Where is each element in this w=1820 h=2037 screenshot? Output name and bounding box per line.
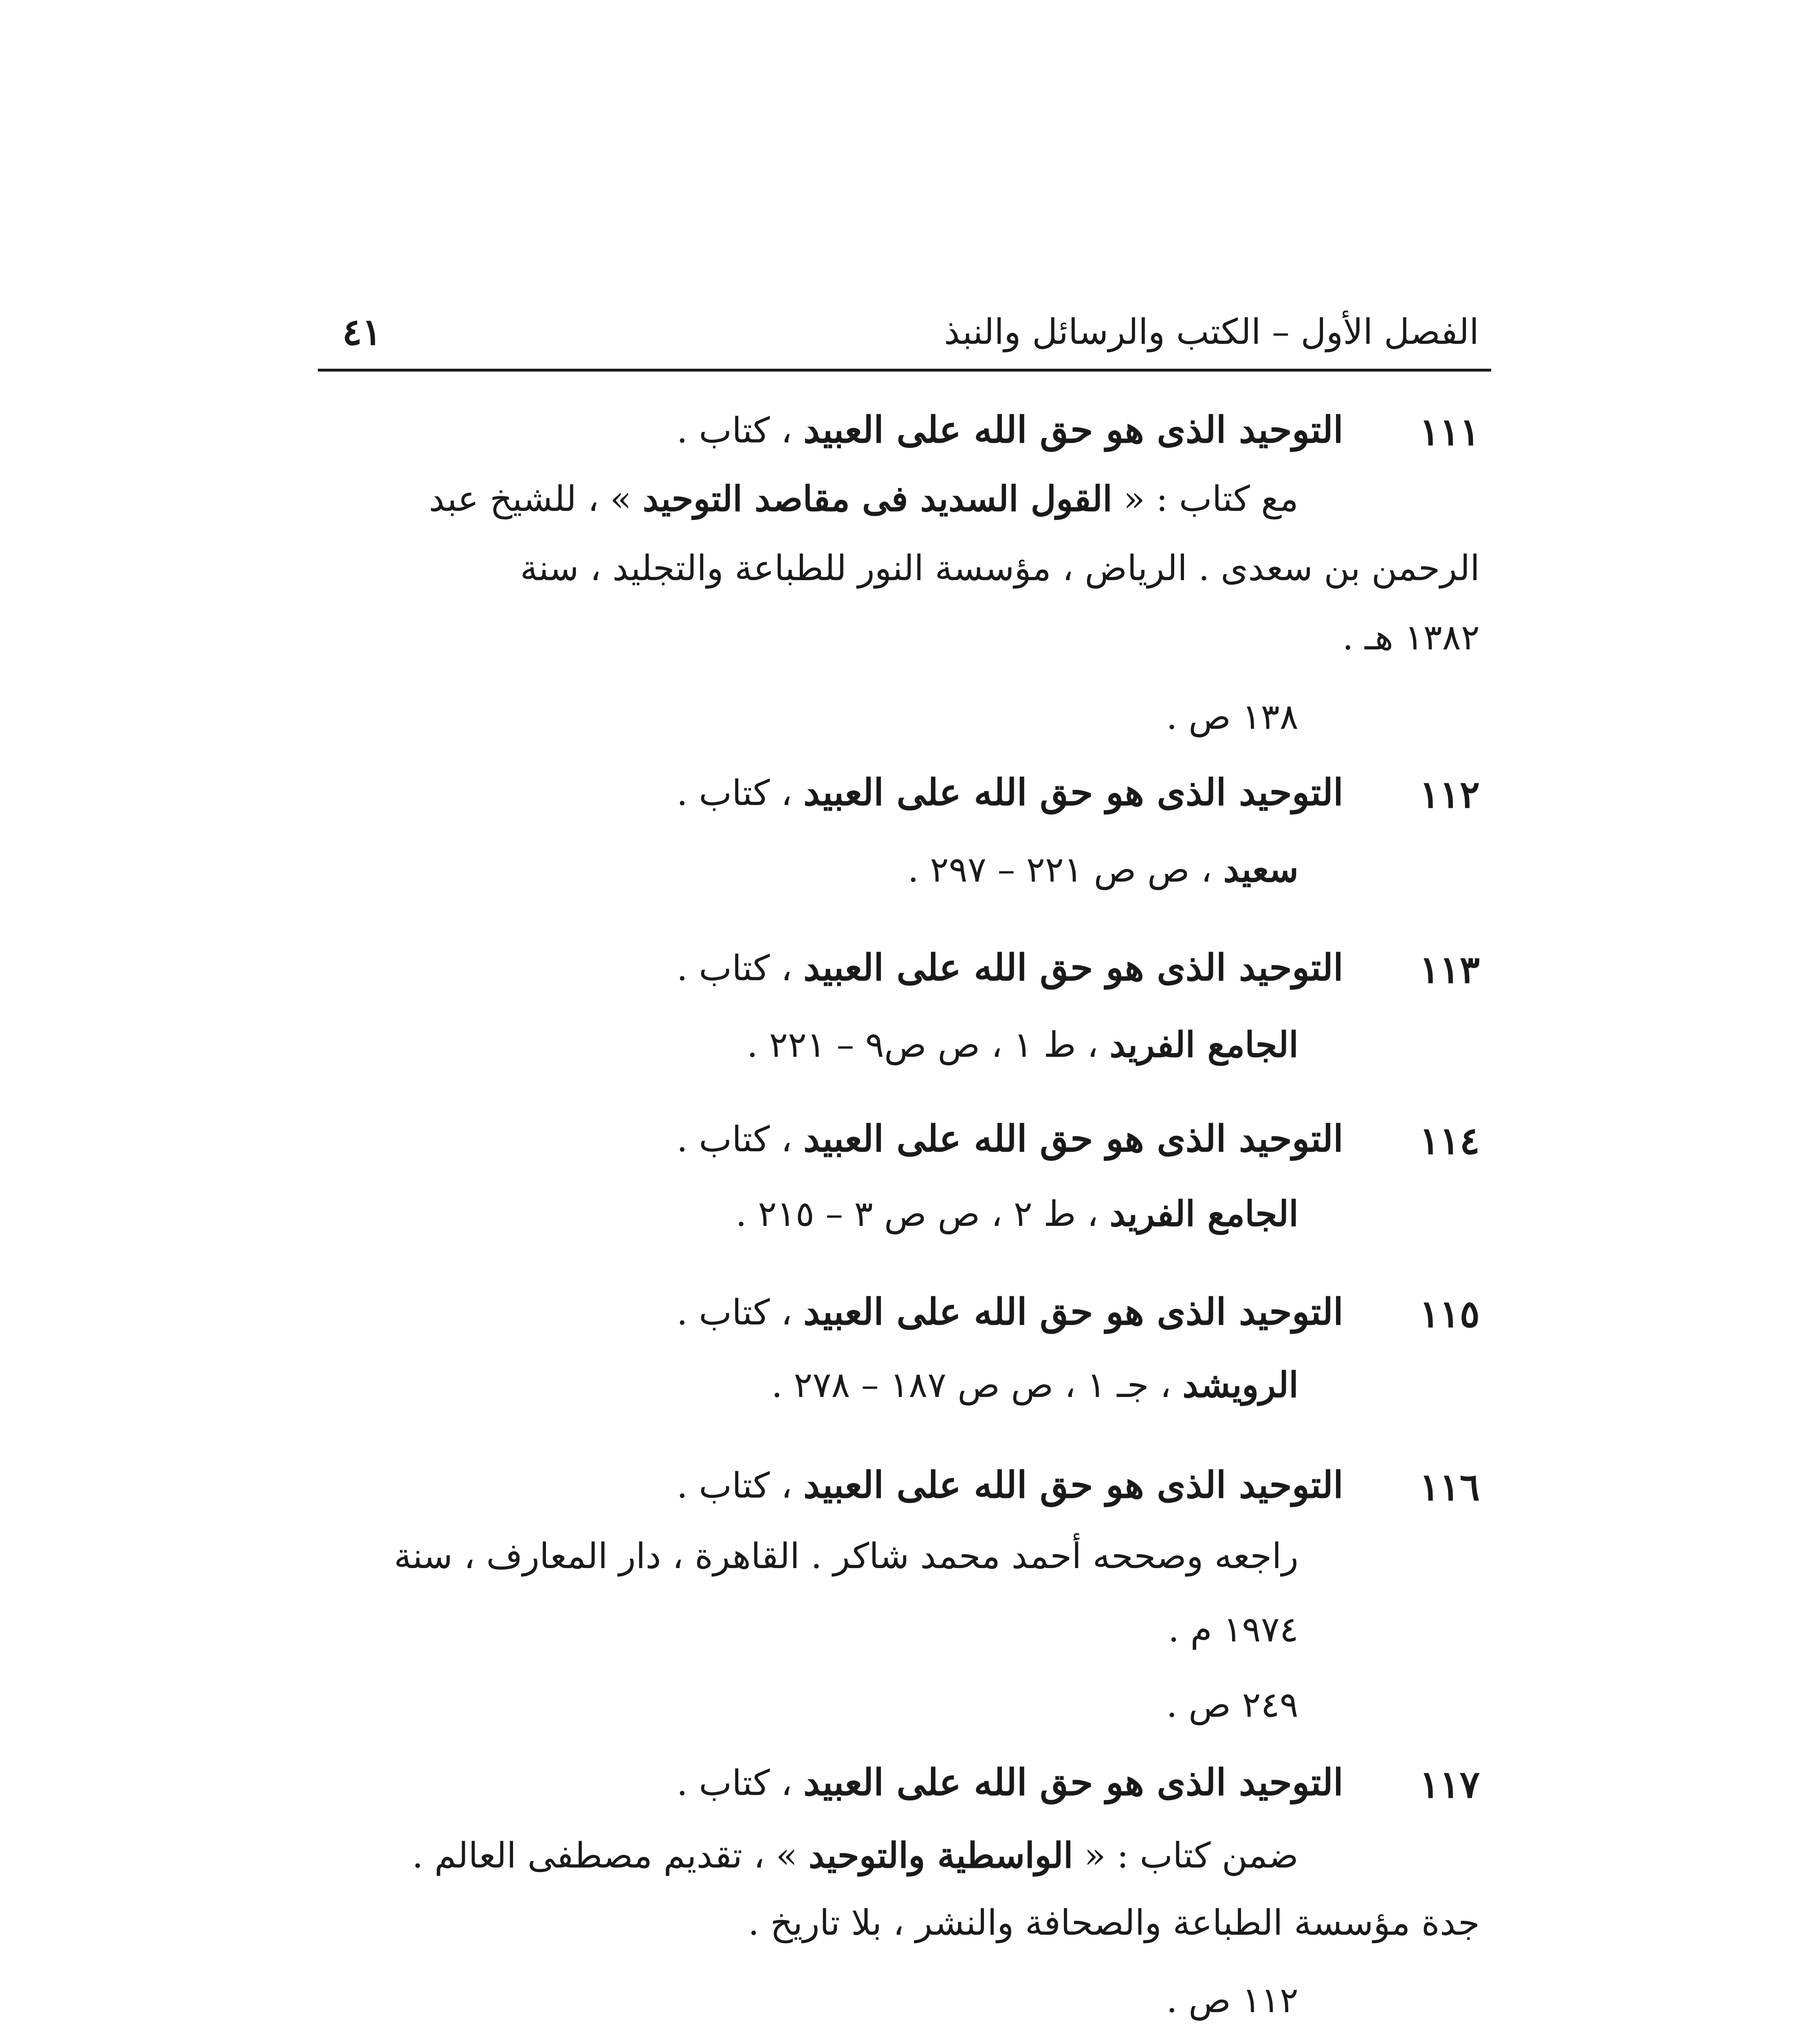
entry-title: التوحيد الذى هو حق الله على العبيد	[803, 771, 1343, 814]
note-text: ، جـ ١ ، ص ص ١٨٧ – ٢٧٨ .	[771, 1365, 1183, 1406]
note-text: ، ط ٢ ، ص ص ٣ – ٢١٥ .	[735, 1194, 1110, 1234]
note-text: » ، تقديم مصطفى العالم .	[412, 1835, 809, 1876]
entry-note-line: جدة مؤسسة الطباعة والصحافة والنشر ، بلا تاريخ .	[748, 1903, 1480, 1943]
entry-note-line: ١٣٨٢ هـ .	[1342, 617, 1480, 658]
entry-title-line	[677, 1287, 1343, 1337]
entry-number: ١١٥	[1419, 1292, 1480, 1336]
entry-title: التوحيد الذى هو حق الله على العبيد	[803, 1290, 1343, 1333]
entry-number: ١١٤	[1419, 1119, 1480, 1163]
entry-title-line	[677, 943, 1343, 993]
entry-title-suffix: ، كتاب .	[676, 1465, 792, 1506]
entry-note-line	[771, 1361, 1298, 1410]
entry-title-suffix: ، كتاب .	[676, 410, 792, 451]
entry-title-line	[677, 1758, 1343, 1808]
entry-number: ١١٦	[1419, 1465, 1480, 1509]
entry-note-line: راجعه وصححه أحمد محمد شاكر . القاهرة ، دار المعارف ، سنة	[394, 1536, 1298, 1577]
entry-pages-line: ٢٤٩ ص .	[1166, 1685, 1298, 1725]
note-text: ، ط ١ ، ص ص٩ – ٢٢١ .	[746, 1025, 1110, 1065]
entry-number: ١١٧	[1419, 1762, 1480, 1806]
note-bold-title: الرويشد	[1182, 1364, 1298, 1406]
page-number: ٤١	[342, 310, 382, 354]
entry-note-line	[412, 1831, 1298, 1880]
entry-title-line	[677, 768, 1343, 818]
entry-title: التوحيد الذى هو حق الله على العبيد	[803, 1117, 1343, 1160]
running-title: الفصل الأول – الكتب والرسائل والنبذ	[944, 312, 1479, 352]
entry-pages-line: ١١٢ ص .	[1166, 1980, 1298, 2021]
note-bold-title: الواسطية والتوحيد	[808, 1835, 1073, 1876]
entry-title: التوحيد الذى هو حق الله على العبيد	[803, 1463, 1343, 1507]
entry-number: ١١١	[1419, 410, 1480, 454]
entry-title-suffix: ، كتاب .	[676, 948, 792, 989]
entry-title-line	[677, 405, 1343, 455]
entry-title-suffix: ، كتاب .	[676, 1119, 792, 1160]
entry-note-line	[736, 1190, 1298, 1238]
entry-title-suffix: ، كتاب .	[676, 1763, 792, 1804]
entry-title: التوحيد الذى هو حق الله على العبيد	[803, 408, 1343, 451]
note-bold-title: الجامع الفريد	[1109, 1193, 1298, 1234]
running-header	[318, 310, 1479, 363]
header-rule	[318, 369, 1491, 372]
entry-note-line	[908, 845, 1298, 894]
entry-title-line	[677, 1461, 1343, 1510]
entry-title: التوحيد الذى هو حق الله على العبيد	[803, 946, 1343, 989]
entry-title-suffix: ، كتاب .	[676, 773, 792, 814]
note-text: » ، للشيخ عبد	[429, 479, 643, 519]
entry-note-line	[429, 475, 1298, 524]
entry-note-line: ١٩٧٤ م .	[1168, 1609, 1298, 1650]
note-text: مع كتاب : «	[1112, 479, 1298, 519]
entry-note-line: الرحمن بن سعدى . الرياض ، مؤسسة النور للطباعة والتجليد ، سنة	[520, 548, 1480, 589]
note-bold-title: القول السديد فى مقاصد التوحيد	[643, 478, 1113, 519]
entry-title-suffix: ، كتاب .	[676, 1292, 792, 1333]
entry-number: ١١٢	[1419, 772, 1480, 816]
note-bold-title: الجامع الفريد	[1109, 1024, 1298, 1065]
note-bold-title: سعيد	[1223, 849, 1298, 890]
entry-pages-line: ١٣٨ ص .	[1166, 697, 1298, 737]
note-text: ضمن كتاب : «	[1073, 1835, 1298, 1876]
entry-title: التوحيد الذى هو حق الله على العبيد	[803, 1761, 1343, 1804]
entry-title-line	[677, 1114, 1343, 1164]
entry-note-line	[747, 1021, 1298, 1069]
note-text: ، ص ص ٢٢١ – ٢٩٧ .	[907, 849, 1224, 890]
entry-number: ١١٣	[1419, 948, 1480, 992]
